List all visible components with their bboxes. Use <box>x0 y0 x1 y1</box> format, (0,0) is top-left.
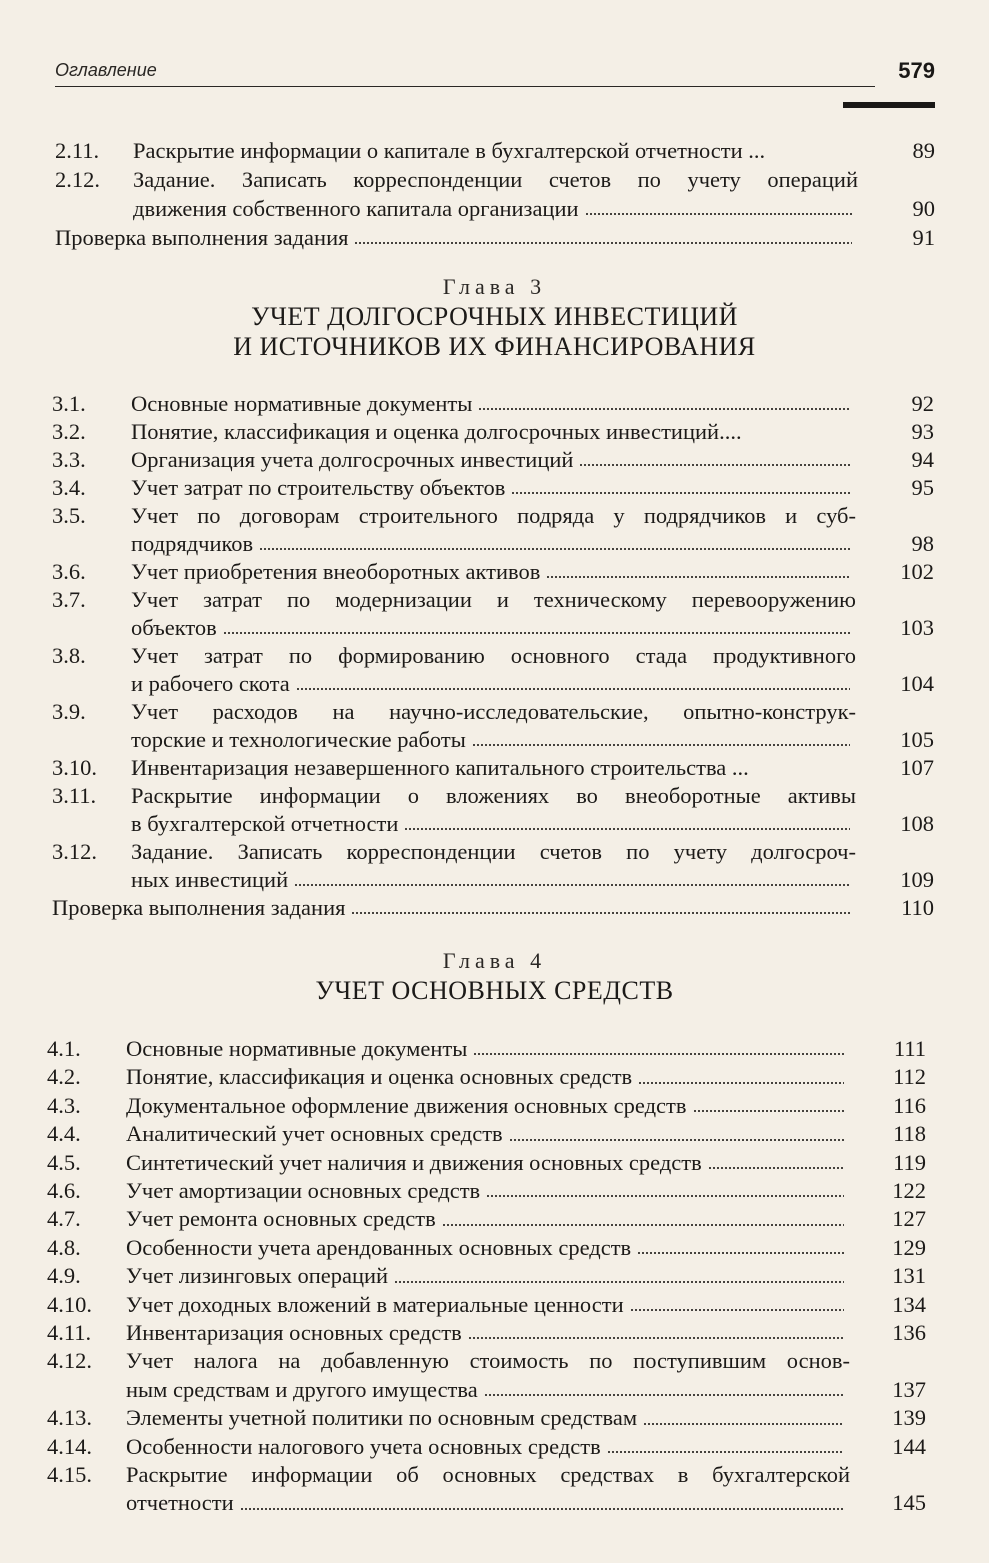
dot-leader <box>468 1334 844 1342</box>
toc-entry[interactable] <box>0 1461 989 1518</box>
toc-entry-title-line: Раскрытие информации о вложениях во внеоборотные активы <box>131 783 856 808</box>
dot-leader <box>607 1448 844 1456</box>
toc-entry-title: Синтетический учет наличия и движения основных средств <box>126 1149 702 1175</box>
toc-entry-title: объектов <box>131 615 217 640</box>
dot-leader <box>486 1192 844 1200</box>
toc-entry-number: 4.13. <box>47 1405 92 1431</box>
toc-entry-number: 3.12. <box>52 839 97 864</box>
toc-entry-number: 3.6. <box>52 559 86 584</box>
toc-entry-number: 2.11. <box>55 138 100 163</box>
toc-entry-number: 3.5. <box>52 503 86 528</box>
toc-entry-title: Особенности учета арендованных основных средств <box>126 1234 632 1260</box>
toc-entry-page: 90 <box>912 196 935 221</box>
toc-entry-page: 144 <box>892 1433 926 1459</box>
toc-entry-title: Учет лизинговых операций <box>126 1263 389 1289</box>
chapter-title-line: УЧЕТ ДОЛГОСРОЧНЫХ ИНВЕСТИЦИЙ <box>251 302 738 331</box>
toc-entry-title-line: Учет затрат по формированию основного стада продуктивного <box>131 643 856 668</box>
toc-entry-title-line: Учет по договорам строительного подряда у подрядчиков и суб- <box>131 503 856 528</box>
toc-entry-page: 116 <box>893 1092 926 1118</box>
dot-leader <box>546 573 850 581</box>
toc-entry-page: 118 <box>893 1121 926 1147</box>
toc-entry-title-line: Учет затрат по модернизации и техническому перевооружению <box>131 587 856 612</box>
dot-leader <box>394 1278 844 1286</box>
dot-leader <box>442 1221 844 1229</box>
toc-entry-number: 4.7. <box>47 1206 81 1232</box>
toc-entry-page: 105 <box>900 727 934 752</box>
toc-entry-title: подрядчиков <box>131 531 254 556</box>
toc-entry-number: 3.1. <box>52 391 86 416</box>
toc-entry-title: движения собственного капитала организации <box>133 196 579 221</box>
toc-entry-title: Учет ремонта основных средств <box>126 1206 436 1232</box>
toc-entry[interactable] <box>0 586 989 642</box>
toc-entry[interactable] <box>0 1347 989 1404</box>
toc-entry[interactable] <box>0 1433 989 1461</box>
dot-leader <box>755 769 850 777</box>
toc-entry-number: 4.6. <box>47 1178 81 1203</box>
toc-entry[interactable] <box>0 1205 989 1233</box>
toc-entry-number: 3.10. <box>52 755 97 780</box>
dot-leader <box>511 489 850 497</box>
toc-entry[interactable] <box>0 894 989 922</box>
toc-entry[interactable] <box>0 1063 989 1091</box>
toc-entry-number: 4.10. <box>47 1291 92 1317</box>
chapter-4-label: Глава 4 <box>442 948 547 973</box>
toc-entry[interactable] <box>0 474 989 502</box>
toc-entry-title: Инвентаризация незавершенного капитального строительства ... <box>131 755 749 780</box>
toc-entry-number: 4.11. <box>47 1320 92 1345</box>
toc-entry-title: в бухгалтерской отчетности <box>131 811 399 836</box>
toc-entry-page: 131 <box>892 1263 926 1289</box>
toc-entry-page: 108 <box>900 811 934 836</box>
toc-entry[interactable] <box>0 838 989 894</box>
running-header <box>55 60 935 110</box>
toc-entry-title: ных инвестиций <box>131 867 289 892</box>
toc-entry-title-line: Задание. Записать корреспонденции счетов по учету операций <box>133 167 858 192</box>
toc-entry-page: 145 <box>892 1490 926 1516</box>
toc-entry-page: 134 <box>892 1291 926 1317</box>
dot-leader <box>472 741 850 749</box>
toc-entry-number: 4.12. <box>47 1348 92 1374</box>
header-rule-thick <box>843 102 935 108</box>
dot-leader <box>404 825 850 833</box>
toc-entry-title: Раскрытие информации о капитале в бухгалтерской отчетности ... <box>133 138 766 163</box>
toc-entry[interactable] <box>0 1092 989 1120</box>
toc-entry[interactable] <box>0 1234 989 1262</box>
dot-leader <box>708 1164 844 1172</box>
dot-leader <box>630 1306 844 1314</box>
toc-entry[interactable] <box>0 136 989 165</box>
dot-leader <box>693 1107 845 1115</box>
toc-entry[interactable] <box>0 502 989 558</box>
toc-entry-title: Понятие, классификация и оценка долгосрочных инвестиций.... <box>131 419 742 444</box>
toc-entry[interactable] <box>0 642 989 698</box>
toc-entry-page: 104 <box>900 671 934 696</box>
toc-entry-number: 3.3. <box>52 447 86 472</box>
toc-entry-page: 95 <box>911 475 934 500</box>
toc-entry-page: 111 <box>893 1036 926 1061</box>
toc-entry-page: 119 <box>893 1149 926 1175</box>
dot-leader <box>296 685 850 693</box>
toc-entry-title: Элементы учетной политики по основным средствам <box>126 1405 638 1431</box>
dot-leader <box>223 629 850 637</box>
toc-entry-page: 103 <box>900 615 934 640</box>
toc-entry[interactable] <box>0 223 989 252</box>
toc-entry[interactable] <box>0 1319 989 1347</box>
toc-entry[interactable] <box>0 558 989 586</box>
dot-leader <box>509 1136 844 1144</box>
toc-entry-title: и рабочего скота <box>131 671 290 696</box>
dot-leader <box>351 909 850 917</box>
dot-leader <box>637 1249 844 1257</box>
dot-leader <box>240 1505 844 1513</box>
toc-entry-title: Организация учета долгосрочных инвестиций <box>131 447 574 472</box>
toc-entry-number: 4.14. <box>47 1433 92 1459</box>
toc-entry-page: 91 <box>912 225 935 250</box>
toc-entry-page: 137 <box>892 1376 926 1402</box>
toc-entry-number: 4.15. <box>47 1462 92 1487</box>
toc-entry-number: 3.4. <box>52 475 86 500</box>
toc-entry-page: 89 <box>912 138 935 163</box>
toc-entry[interactable] <box>0 698 989 754</box>
dot-leader <box>643 1420 844 1428</box>
page-number: 579 <box>898 58 935 83</box>
toc-entry[interactable] <box>0 1262 989 1290</box>
toc-entry-number: 4.1. <box>47 1036 81 1061</box>
dot-leader <box>748 433 850 441</box>
toc-entry-title: Учет амортизации основных средств <box>126 1178 481 1203</box>
toc-entry-title-line: Учет расходов на научно-исследовательские, опытно-конструк- <box>131 699 856 724</box>
toc-entry[interactable] <box>0 1035 989 1063</box>
chapter-3-label: Глава 3 <box>442 274 547 299</box>
toc-entry-page: 112 <box>893 1064 926 1090</box>
chapter-3-title <box>0 302 989 362</box>
toc-entry-page: 107 <box>900 755 934 780</box>
toc-entry-title: Проверка выполнения задания <box>55 225 349 250</box>
toc-entry-number: 4.3. <box>47 1092 81 1118</box>
chapter-title-line: УЧЕТ ОСНОВНЫХ СРЕДСТВ <box>315 976 674 1005</box>
dot-leader <box>294 881 850 889</box>
toc-entry-number: 4.5. <box>47 1149 81 1175</box>
chapter-title-line: И ИСТОЧНИКОВ ИХ ФИНАНСИРОВАНИЯ <box>233 332 756 361</box>
chapter-4-title <box>0 976 989 1006</box>
toc-entry-page: 139 <box>892 1405 926 1431</box>
dot-leader <box>259 545 850 553</box>
toc-entry-page: 93 <box>911 419 934 444</box>
toc-entry[interactable] <box>0 446 989 474</box>
toc-entry-page: 129 <box>892 1234 926 1260</box>
toc-entry-page: 122 <box>892 1178 926 1203</box>
toc-entry-number: 4.9. <box>47 1263 81 1289</box>
toc-entry-number: 4.4. <box>47 1121 81 1147</box>
toc-entry-number: 2.12. <box>55 167 100 192</box>
toc-entry-title: Основные нормативные документы <box>131 391 473 416</box>
toc-entry[interactable] <box>0 1404 989 1432</box>
toc-entry-page: 92 <box>911 391 934 416</box>
toc-entry-page: 109 <box>900 867 934 892</box>
toc-entry-number: 3.8. <box>52 643 86 668</box>
toc-entry-page: 94 <box>911 447 934 472</box>
running-head-title: Оглавление <box>55 60 157 80</box>
toc-entry-title: Аналитический учет основных средств <box>126 1121 503 1147</box>
toc-entry-number: 3.7. <box>52 587 86 612</box>
dot-leader <box>638 1079 844 1087</box>
dot-leader <box>354 239 852 247</box>
toc-entry-title: Основные нормативные документы <box>126 1036 468 1061</box>
toc-entry-number: 4.2. <box>47 1064 81 1090</box>
toc-entry[interactable] <box>0 1177 989 1205</box>
toc-entry[interactable] <box>0 1120 989 1148</box>
toc-entry-title: Проверка выполнения задания <box>52 895 346 920</box>
toc-entry-title: Учет доходных вложений в материальные ценности <box>126 1291 624 1317</box>
toc-entry[interactable] <box>0 418 989 446</box>
toc-entry-title-line: Раскрытие информации об основных средствах в бухгалтерской <box>126 1462 850 1487</box>
toc-entry-title: Понятие, классификация и оценка основных средств <box>126 1064 633 1090</box>
toc-entry-title: Учет приобретения внеоборотных активов <box>131 559 541 584</box>
toc-entry-title: торские и технологические работы <box>131 727 466 752</box>
toc-entry-number: 3.11. <box>52 783 97 808</box>
header-rule <box>55 86 875 87</box>
toc-entry-title: Учет затрат по строительству объектов <box>131 475 506 500</box>
toc-entry-title-line: Задание. Записать корреспонденции счетов по учету долгосроч- <box>131 839 856 864</box>
toc-entry-title: Инвентаризация основных средств <box>126 1320 462 1345</box>
toc-entry[interactable] <box>0 1149 989 1177</box>
dot-leader <box>771 152 852 160</box>
dot-leader <box>478 405 850 413</box>
dot-leader <box>484 1391 844 1399</box>
dot-leader <box>473 1050 844 1058</box>
toc-entry-page: 136 <box>892 1320 926 1345</box>
toc-entry-title-line: Учет налога на добавленную стоимость по поступившим основ- <box>126 1348 850 1374</box>
toc-entry-number: 3.9. <box>52 699 86 724</box>
toc-entry-page: 127 <box>892 1206 926 1232</box>
toc-entry-number: 4.8. <box>47 1234 81 1260</box>
toc-entry[interactable] <box>0 754 989 782</box>
toc-entry[interactable] <box>0 1291 989 1319</box>
toc-entry-page: 110 <box>901 895 934 920</box>
toc-entry[interactable] <box>0 782 989 838</box>
dot-leader <box>585 210 852 218</box>
dot-leader <box>579 461 850 469</box>
toc-entry-number: 3.2. <box>52 419 86 444</box>
toc-entry-title: отчетности <box>126 1490 234 1516</box>
toc-entry-title: Особенности налогового учета основных средств <box>126 1433 601 1459</box>
toc-entry[interactable] <box>0 165 989 223</box>
toc-entry-page: 102 <box>900 559 934 584</box>
toc-entry-page: 98 <box>911 531 934 556</box>
toc-entry-title: Документальное оформление движения основных средств <box>126 1092 687 1118</box>
toc-entry[interactable] <box>0 390 989 418</box>
toc-entry-title: ным средствам и другого имущества <box>126 1376 478 1402</box>
